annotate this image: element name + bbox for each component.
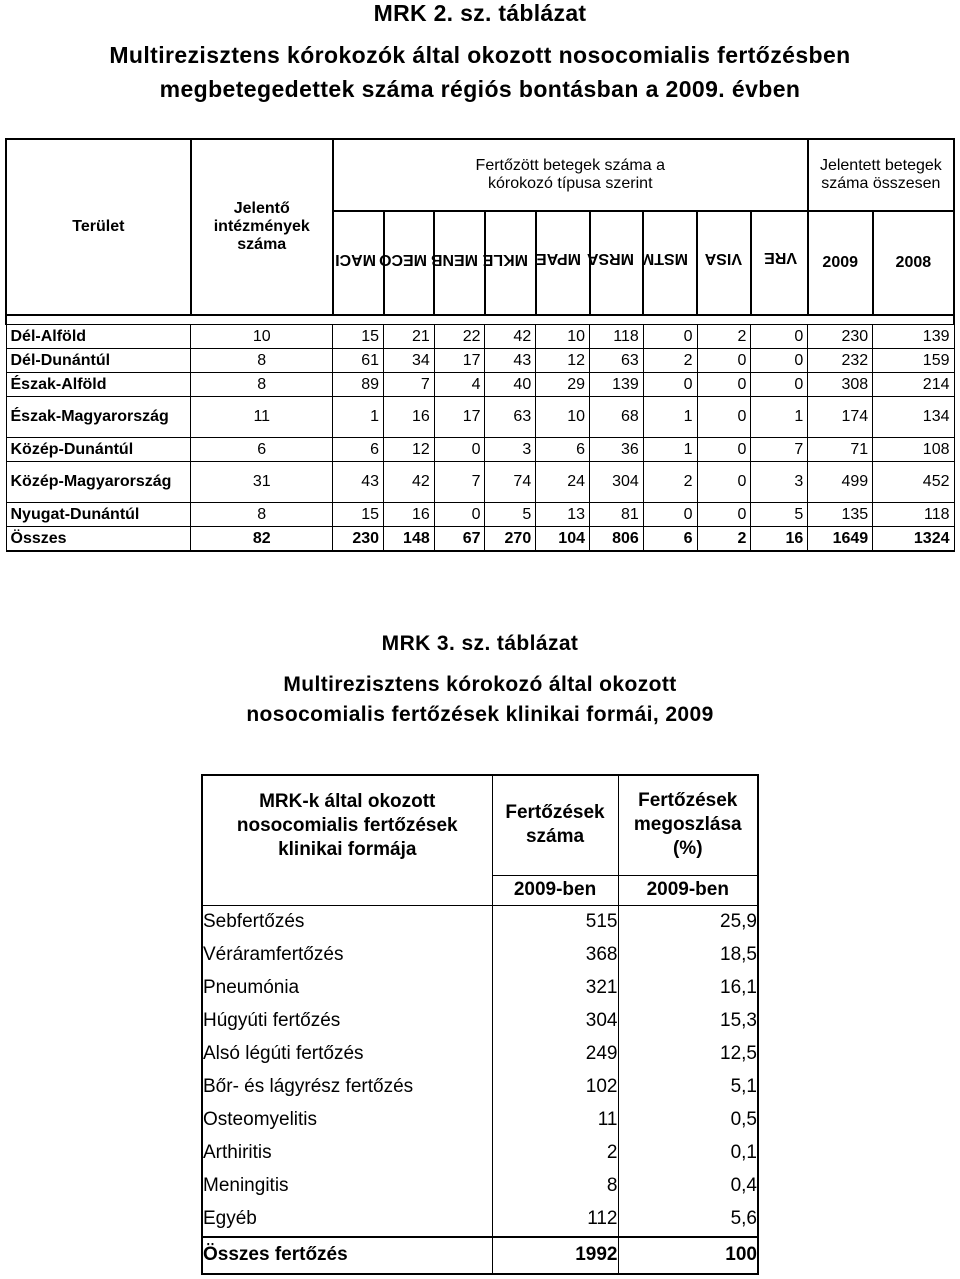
clinical-form: Alsó légúti fertőzés <box>202 1038 492 1071</box>
pathogen-count-meco: 34 <box>384 349 435 373</box>
clinical-form: Sebfertőzés <box>202 905 492 939</box>
pathogen-count-visa: 0 <box>697 462 751 503</box>
header-year-2009: 2009 <box>808 211 873 315</box>
infection-share: 0,4 <box>618 1170 758 1203</box>
pathogen-count-mpae: 10 <box>536 325 590 349</box>
total-2008: 159 <box>873 349 954 373</box>
pathogen-count-mpae: 29 <box>536 373 590 397</box>
infection-count: 515 <box>492 905 618 939</box>
pathogen-count-mpae: 6 <box>536 438 590 462</box>
pathogen-count-mkle: 3 <box>485 438 536 462</box>
header-pathogen-group: Fertőzött betegek száma a kórokozó típusa szerint <box>333 139 808 211</box>
institution-count: 10 <box>191 325 333 349</box>
infection-count: 8 <box>492 1170 618 1203</box>
pathogen-count-mkle: 40 <box>485 373 536 397</box>
pathogen-count-visa: 0 <box>697 438 751 462</box>
pathogen-count-maci: 43 <box>333 462 384 503</box>
pathogen-count-mstm: 2 <box>643 349 697 373</box>
pathogen-count-vre: 3 <box>751 462 808 503</box>
institution-count: 82 <box>191 527 333 552</box>
header-pathogen-visa <box>697 211 751 315</box>
infection-count: 368 <box>492 939 618 972</box>
table-row <box>6 462 954 503</box>
pathogen-count-mkle: 270 <box>485 527 536 552</box>
region-name: Összes <box>6 527 191 552</box>
pathogen-count-mrsa: 68 <box>590 397 644 438</box>
table2-title-line2: nosocomialis fertőzések klinikai formái, 2009 <box>246 703 714 726</box>
table-row <box>6 503 954 527</box>
total-2009: 230 <box>808 325 873 349</box>
pathogen-count-maci: 6 <box>333 438 384 462</box>
pathogen-count-mpae: 24 <box>536 462 590 503</box>
infection-share: 25,9 <box>618 905 758 939</box>
table-row <box>6 397 954 438</box>
table-row <box>202 1005 758 1038</box>
table-row <box>6 349 954 373</box>
table-row <box>6 438 954 462</box>
infection-count: 2 <box>492 1137 618 1170</box>
region-name: Dél-Dunántúl <box>6 349 191 373</box>
table-row <box>6 325 954 349</box>
pathogen-count-mstm: 1 <box>643 397 697 438</box>
table-row <box>202 939 758 972</box>
table1-title-line2: megbetegedettek száma régiós bontásban a 2009. évben <box>159 76 801 102</box>
pathogen-count-meco: 42 <box>384 462 435 503</box>
clinical-form: Pneumónia <box>202 972 492 1005</box>
pathogen-count-menb: 67 <box>434 527 485 552</box>
pathogen-count-vre: 1 <box>751 397 808 438</box>
spacer-cell <box>6 315 954 325</box>
pathogen-count-mstm: 2 <box>643 462 697 503</box>
pathogen-count-menb: 4 <box>434 373 485 397</box>
pathogen-count-meco: 148 <box>384 527 435 552</box>
infection-count: 249 <box>492 1038 618 1071</box>
header-total-group: Jelentett betegek száma összesen <box>808 139 954 211</box>
pathogen-label: MRSA <box>587 250 635 268</box>
pathogen-label: VRE <box>764 249 798 267</box>
pathogen-count-meco: 21 <box>384 325 435 349</box>
pathogen-count-visa: 0 <box>697 349 751 373</box>
pathogen-count-mrsa: 63 <box>590 349 644 373</box>
table2-title-line1: Multirezisztens kórokozó által okozott <box>283 673 677 696</box>
pathogen-count-menb: 17 <box>434 349 485 373</box>
pathogen-count-maci: 15 <box>333 325 384 349</box>
pathogen-count-menb: 0 <box>434 438 485 462</box>
pathogen-count-meco: 16 <box>384 397 435 438</box>
region-name: Észak-Magyarország <box>6 397 191 438</box>
pathogen-count-mrsa: 304 <box>590 462 644 503</box>
pathogen-count-visa: 2 <box>697 325 751 349</box>
infection-count: 102 <box>492 1071 618 1104</box>
institution-count: 8 <box>191 373 333 397</box>
total-2008: 139 <box>873 325 954 349</box>
infection-count: 11 <box>492 1104 618 1137</box>
clinical-form: Osteomyelitis <box>202 1104 492 1137</box>
pathogen-count-maci: 230 <box>333 527 384 552</box>
table-row <box>202 1203 758 1237</box>
table-row <box>202 1104 758 1137</box>
header-institutions: Jelentő intézmények száma <box>191 139 333 315</box>
pathogen-count-visa: 0 <box>697 503 751 527</box>
pathogen-count-mpae: 13 <box>536 503 590 527</box>
pathogen-count-mstm: 0 <box>643 325 697 349</box>
pathogen-count-maci: 15 <box>333 503 384 527</box>
header-share-year: 2009-ben <box>618 875 758 905</box>
pathogen-count-maci: 61 <box>333 349 384 373</box>
clinical-form: Bőr- és lágyrész fertőzés <box>202 1071 492 1104</box>
pathogen-count-mkle: 5 <box>485 503 536 527</box>
table-row <box>202 905 758 939</box>
pathogen-count-mrsa: 118 <box>590 325 644 349</box>
pathogen-count-visa: 2 <box>697 527 751 552</box>
pathogen-label: MACI <box>335 250 377 268</box>
table1-caption: MRK 2. sz. táblázat <box>373 0 587 26</box>
region-name: Közép-Dunántúl <box>6 438 191 462</box>
total-2008: 134 <box>873 397 954 438</box>
table2-caption: MRK 3. sz. táblázat <box>381 632 579 655</box>
total-2009: 71 <box>808 438 873 462</box>
pathogen-count-vre: 7 <box>751 438 808 462</box>
table-row <box>202 1170 758 1203</box>
clinical-form: Véráramfertőzés <box>202 939 492 972</box>
pathogen-count-mstm: 0 <box>643 503 697 527</box>
pathogen-label: MKLE <box>483 250 529 268</box>
pathogen-count-menb: 0 <box>434 503 485 527</box>
pathogen-count-meco: 16 <box>384 503 435 527</box>
pathogen-label: MECO <box>378 250 427 268</box>
pathogen-count-vre: 0 <box>751 373 808 397</box>
table-row <box>6 527 954 552</box>
pathogen-label: MSTM <box>641 250 689 268</box>
pathogen-count-maci: 1 <box>333 397 384 438</box>
infection-share: 0,1 <box>618 1137 758 1170</box>
pathogen-count-menb: 7 <box>434 462 485 503</box>
pathogen-count-vre: 0 <box>751 349 808 373</box>
pathogen-count-mpae: 12 <box>536 349 590 373</box>
pathogen-count-maci: 89 <box>333 373 384 397</box>
infection-share: 5,6 <box>618 1203 758 1237</box>
header-year-2008: 2008 <box>873 211 954 315</box>
table-row <box>202 972 758 1005</box>
region-name: Dél-Alföld <box>6 325 191 349</box>
clinical-form: Meningitis <box>202 1170 492 1203</box>
institution-count: 31 <box>191 462 333 503</box>
pathogen-count-mpae: 104 <box>536 527 590 552</box>
clinical-form: Egyéb <box>202 1203 492 1237</box>
pathogen-count-mrsa: 806 <box>590 527 644 552</box>
institution-count: 6 <box>191 438 333 462</box>
table-row <box>202 1237 758 1274</box>
institution-count: 8 <box>191 349 333 373</box>
pathogen-count-mstm: 6 <box>643 527 697 552</box>
pathogen-count-mpae: 10 <box>536 397 590 438</box>
infection-share: 15,3 <box>618 1005 758 1038</box>
pathogen-count-mrsa: 36 <box>590 438 644 462</box>
infection-count: 112 <box>492 1203 618 1237</box>
pathogen-count-mkle: 43 <box>485 349 536 373</box>
pathogen-count-vre: 16 <box>751 527 808 552</box>
infection-count: 304 <box>492 1005 618 1038</box>
pathogen-count-mrsa: 81 <box>590 503 644 527</box>
total-2009: 1649 <box>808 527 873 552</box>
pathogen-count-visa: 0 <box>697 397 751 438</box>
clinical-form: Húgyúti fertőzés <box>202 1005 492 1038</box>
total-2008: 118 <box>873 503 954 527</box>
pathogen-count-mkle: 74 <box>485 462 536 503</box>
header-clinical-form: MRK-k által okozott nosocomialis fertőzések klinikai formája <box>202 775 492 875</box>
table-row <box>202 1071 758 1104</box>
clinical-form: Arthiritis <box>202 1137 492 1170</box>
institution-count: 11 <box>191 397 333 438</box>
table-row <box>202 1137 758 1170</box>
infection-count: 321 <box>492 972 618 1005</box>
pathogen-count-meco: 12 <box>384 438 435 462</box>
header-empty-cell <box>202 875 492 905</box>
total-2009: 308 <box>808 373 873 397</box>
total-2008: 108 <box>873 438 954 462</box>
header-pathogen-vre <box>751 211 808 315</box>
infection-share: 5,1 <box>618 1071 758 1104</box>
regional-mrk-table <box>5 138 955 552</box>
pathogen-count-mstm: 1 <box>643 438 697 462</box>
total-2009: 232 <box>808 349 873 373</box>
infection-share: 0,5 <box>618 1104 758 1137</box>
infection-share: 16,1 <box>618 972 758 1005</box>
clinical-form: Összes fertőzés <box>202 1237 492 1274</box>
pathogen-count-mrsa: 139 <box>590 373 644 397</box>
pathogen-label: VISA <box>704 250 742 268</box>
header-region: Terület <box>6 139 191 315</box>
total-2009: 499 <box>808 462 873 503</box>
infection-share: 18,5 <box>618 939 758 972</box>
clinical-forms-table <box>201 774 759 1275</box>
total-2009: 174 <box>808 397 873 438</box>
header-infection-share: Fertőzések megoszlása (%) <box>618 775 758 875</box>
total-2009: 135 <box>808 503 873 527</box>
header-count-year: 2009-ben <box>492 875 618 905</box>
infection-share: 12,5 <box>618 1038 758 1071</box>
pathogen-label: MENB <box>430 250 478 268</box>
pathogen-count-mstm: 0 <box>643 373 697 397</box>
total-2008: 1324 <box>873 527 954 552</box>
region-name: Észak-Alföld <box>6 373 191 397</box>
header-infection-count: Fertőzések száma <box>492 775 618 875</box>
table-row <box>202 1038 758 1071</box>
total-2008: 214 <box>873 373 954 397</box>
region-name: Közép-Magyarország <box>6 462 191 503</box>
region-name: Nyugat-Dunántúl <box>6 503 191 527</box>
total-2008: 452 <box>873 462 954 503</box>
pathogen-count-visa: 0 <box>697 373 751 397</box>
infection-share: 100 <box>618 1237 758 1274</box>
pathogen-count-mkle: 63 <box>485 397 536 438</box>
pathogen-count-vre: 5 <box>751 503 808 527</box>
pathogen-count-menb: 17 <box>434 397 485 438</box>
pathogen-count-mkle: 42 <box>485 325 536 349</box>
pathogen-count-vre: 0 <box>751 325 808 349</box>
table1-title-line1: Multirezisztens kórokozók által okozott nosocomialis fertőzésben <box>109 42 851 68</box>
header-spacer <box>6 315 954 325</box>
pathogen-label: MPAE <box>535 250 581 268</box>
infection-count: 1992 <box>492 1237 618 1274</box>
pathogen-count-meco: 7 <box>384 373 435 397</box>
institution-count: 8 <box>191 503 333 527</box>
table-row <box>6 373 954 397</box>
pathogen-count-menb: 22 <box>434 325 485 349</box>
